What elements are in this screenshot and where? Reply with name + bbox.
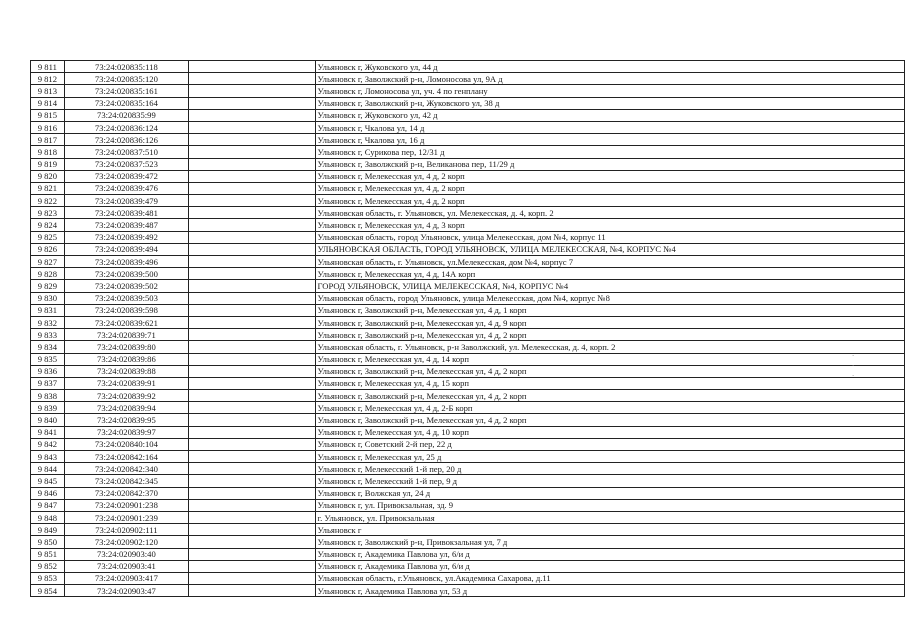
- table-row: [31, 475, 905, 487]
- row-number-cell: 9 832: [31, 316, 65, 328]
- table-row: [31, 451, 905, 463]
- address-cell: Ульяновск г, Мелекесская ул, 4 д, 2 корп: [315, 182, 904, 194]
- empty-cell: [189, 109, 315, 121]
- row-number-cell: 9 840: [31, 414, 65, 426]
- cadastral-number-cell: 73:24:020835:99: [64, 109, 188, 121]
- address-cell: Ульяновск г, Мелекесский 1-й пер, 9 д: [315, 475, 904, 487]
- row-number-cell: 9 838: [31, 390, 65, 402]
- cadastral-number-cell: 73:24:020839:481: [64, 207, 188, 219]
- empty-cell: [189, 414, 315, 426]
- table-row: [31, 487, 905, 499]
- address-cell: Ульяновск г, Заволжский р-н, Мелекесская ул, 4 д, 2 корп: [315, 414, 904, 426]
- empty-cell: [189, 353, 315, 365]
- cadastral-number-cell: 73:24:020837:523: [64, 158, 188, 170]
- table-row: [31, 402, 905, 414]
- address-cell: Ульяновск г, Заволжский р-н, Ломоносова ул, 9А д: [315, 73, 904, 85]
- cadastral-number-cell: 73:24:020901:238: [64, 499, 188, 511]
- cadastral-table: [30, 60, 905, 597]
- table-row: [31, 585, 905, 597]
- address-cell: г. Ульяновск, ул. Привокзальная: [315, 511, 904, 523]
- cadastral-number-cell: 73:24:020839:472: [64, 170, 188, 182]
- cadastral-number-cell: 73:24:020836:126: [64, 134, 188, 146]
- table-row: [31, 524, 905, 536]
- cadastral-number-cell: 73:24:020842:340: [64, 463, 188, 475]
- address-cell: Ульяновск г, Заволжский р-н, Мелекесская ул, 4 д, 2 корп: [315, 365, 904, 377]
- table-row: [31, 304, 905, 316]
- address-cell: Ульяновск г, Заволжский р-н, Мелекесская ул, 4 д, 2 корп: [315, 329, 904, 341]
- empty-cell: [189, 572, 315, 584]
- address-cell: Ульяновск г, ул. Привокзальная, зд. 9: [315, 499, 904, 511]
- cadastral-number-cell: 73:24:020839:86: [64, 353, 188, 365]
- empty-cell: [189, 524, 315, 536]
- row-number-cell: 9 834: [31, 341, 65, 353]
- empty-cell: [189, 219, 315, 231]
- row-number-cell: 9 844: [31, 463, 65, 475]
- empty-cell: [189, 85, 315, 97]
- row-number-cell: 9 833: [31, 329, 65, 341]
- cadastral-number-cell: 73:24:020839:94: [64, 402, 188, 414]
- table-row: [31, 426, 905, 438]
- empty-cell: [189, 560, 315, 572]
- empty-cell: [189, 280, 315, 292]
- row-number-cell: 9 849: [31, 524, 65, 536]
- table-row: [31, 243, 905, 255]
- table-row: [31, 170, 905, 182]
- row-number-cell: 9 816: [31, 121, 65, 133]
- table-row: [31, 134, 905, 146]
- address-cell: Ульяновск г, Мелекесский 1-й пер, 20 д: [315, 463, 904, 475]
- address-cell: Ульяновск г, Мелекесская ул, 4 д, 2 корп: [315, 170, 904, 182]
- empty-cell: [189, 499, 315, 511]
- empty-cell: [189, 158, 315, 170]
- margin-mark: .: [852, 370, 855, 378]
- table-row: [31, 61, 905, 73]
- address-cell: Ульяновск г, Чкалова ул, 14 д: [315, 121, 904, 133]
- row-number-cell: 9 815: [31, 109, 65, 121]
- address-cell: Ульяновск г, Академика Павлова ул, 6/и д: [315, 560, 904, 572]
- cadastral-number-cell: 73:24:020840:104: [64, 438, 188, 450]
- address-cell: ГОРОД УЛЬЯНОВСК, УЛИЦА МЕЛЕКЕССКАЯ, №4, КОРПУС №4: [315, 280, 904, 292]
- empty-cell: [189, 97, 315, 109]
- address-cell: Ульяновск г, Академика Павлова ул, 6/и д: [315, 548, 904, 560]
- address-cell: Ульяновская область, г. Ульяновск, ул. Мелекесская, д. 4, корп. 2: [315, 207, 904, 219]
- row-number-cell: 9 837: [31, 377, 65, 389]
- cadastral-number-cell: 73:24:020835:161: [64, 85, 188, 97]
- cadastral-number-cell: 73:24:020839:487: [64, 219, 188, 231]
- address-cell: Ульяновск г, Сурикова пер, 12/31 д: [315, 146, 904, 158]
- empty-cell: [189, 243, 315, 255]
- address-cell: Ульяновск г, Волжская ул, 24 д: [315, 487, 904, 499]
- address-cell: УЛЬЯНОВСКАЯ ОБЛАСТЬ, ГОРОД УЛЬЯНОВСК, УЛИЦА МЕЛЕКЕССКАЯ, №4, КОРПУС №4: [315, 243, 904, 255]
- empty-cell: [189, 426, 315, 438]
- cadastral-number-cell: 73:24:020903:417: [64, 572, 188, 584]
- table-row: [31, 121, 905, 133]
- row-number-cell: 9 820: [31, 170, 65, 182]
- address-cell: Ульяновск г, Советский 2-й пер, 22 д: [315, 438, 904, 450]
- table-row: [31, 377, 905, 389]
- empty-cell: [189, 73, 315, 85]
- empty-cell: [189, 377, 315, 389]
- row-number-cell: 9 828: [31, 268, 65, 280]
- cadastral-number-cell: 73:24:020835:120: [64, 73, 188, 85]
- address-cell: Ульяновск г, Заволжский р-н, Великанова пер, 11/29 д: [315, 158, 904, 170]
- row-number-cell: 9 839: [31, 402, 65, 414]
- row-number-cell: 9 852: [31, 560, 65, 572]
- empty-cell: [189, 268, 315, 280]
- row-number-cell: 9 836: [31, 365, 65, 377]
- cadastral-number-cell: 73:24:020839:500: [64, 268, 188, 280]
- table-row: [31, 572, 905, 584]
- row-number-cell: 9 854: [31, 585, 65, 597]
- empty-cell: [189, 341, 315, 353]
- cadastral-number-cell: 73:24:020839:80: [64, 341, 188, 353]
- cadastral-number-cell: 73:24:020835:118: [64, 61, 188, 73]
- row-number-cell: 9 812: [31, 73, 65, 85]
- empty-cell: [189, 207, 315, 219]
- table-row: [31, 109, 905, 121]
- cadastral-number-cell: 73:24:020903:47: [64, 585, 188, 597]
- row-number-cell: 9 847: [31, 499, 65, 511]
- empty-cell: [189, 146, 315, 158]
- empty-cell: [189, 487, 315, 499]
- address-cell: Ульяновск г, Жуковского ул, 44 д: [315, 61, 904, 73]
- empty-cell: [189, 451, 315, 463]
- table-row: [31, 329, 905, 341]
- row-number-cell: 9 841: [31, 426, 65, 438]
- table-row: [31, 390, 905, 402]
- row-number-cell: 9 825: [31, 231, 65, 243]
- row-number-cell: 9 819: [31, 158, 65, 170]
- cadastral-number-cell: 73:24:020902:111: [64, 524, 188, 536]
- empty-cell: [189, 475, 315, 487]
- cadastral-number-cell: 73:24:020839:598: [64, 304, 188, 316]
- cadastral-number-cell: 73:24:020839:492: [64, 231, 188, 243]
- row-number-cell: 9 823: [31, 207, 65, 219]
- address-cell: Ульяновск г, Чкалова ул, 16 д: [315, 134, 904, 146]
- empty-cell: [189, 182, 315, 194]
- address-cell: Ульяновская область, г.Ульяновск, ул.Академика Сахарова, д.11: [315, 572, 904, 584]
- row-number-cell: 9 821: [31, 182, 65, 194]
- cadastral-number-cell: 73:24:020901:239: [64, 511, 188, 523]
- row-number-cell: 9 850: [31, 536, 65, 548]
- empty-cell: [189, 536, 315, 548]
- table-row: [31, 438, 905, 450]
- empty-cell: [189, 195, 315, 207]
- address-cell: Ульяновская область, город Ульяновск, улица Мелекесская, дом №4, корпус 11: [315, 231, 904, 243]
- cadastral-number-cell: 73:24:020839:91: [64, 377, 188, 389]
- margin-mark: .: [852, 350, 855, 358]
- table-row: [31, 256, 905, 268]
- cadastral-number-cell: 73:24:020842:164: [64, 451, 188, 463]
- cadastral-number-cell: 73:24:020839:71: [64, 329, 188, 341]
- row-number-cell: 9 853: [31, 572, 65, 584]
- table-row: [31, 499, 905, 511]
- cadastral-number-cell: 73:24:020839:479: [64, 195, 188, 207]
- cadastral-number-cell: 73:24:020842:345: [64, 475, 188, 487]
- cadastral-number-cell: 73:24:020839:476: [64, 182, 188, 194]
- row-number-cell: 9 818: [31, 146, 65, 158]
- address-cell: Ульяновск г, Мелекесская ул, 4 д, 3 корп: [315, 219, 904, 231]
- address-cell: Ульяновск г, Заволжский р-н, Жуковского ул, 38 д: [315, 97, 904, 109]
- empty-cell: [189, 121, 315, 133]
- address-cell: Ульяновск г, Заволжский р-н, Мелекесская ул, 4 д, 1 корп: [315, 304, 904, 316]
- table-row: [31, 182, 905, 194]
- row-number-cell: 9 848: [31, 511, 65, 523]
- address-cell: Ульяновск г, Заволжский р-н, Привокзальная ул, 7 д: [315, 536, 904, 548]
- table-row: [31, 268, 905, 280]
- address-cell: Ульяновская область, г. Ульяновск, р-н Заволжский, ул. Мелекесская, д. 4, корп. 2: [315, 341, 904, 353]
- table-row: [31, 511, 905, 523]
- document-sheet: [30, 60, 905, 597]
- empty-cell: [189, 256, 315, 268]
- address-cell: Ульяновск г, Мелекесская ул, 4 д, 14 корп: [315, 353, 904, 365]
- table-row: [31, 341, 905, 353]
- cadastral-number-cell: 73:24:020839:496: [64, 256, 188, 268]
- empty-cell: [189, 329, 315, 341]
- table-row: [31, 414, 905, 426]
- empty-cell: [189, 463, 315, 475]
- table-row: [31, 73, 905, 85]
- row-number-cell: 9 814: [31, 97, 65, 109]
- row-number-cell: 9 835: [31, 353, 65, 365]
- table-row: [31, 219, 905, 231]
- cadastral-number-cell: 73:24:020839:95: [64, 414, 188, 426]
- table-row: [31, 316, 905, 328]
- table-row: [31, 353, 905, 365]
- empty-cell: [189, 438, 315, 450]
- empty-cell: [189, 134, 315, 146]
- table-row: [31, 158, 905, 170]
- address-cell: Ульяновск г, Заволжский р-н, Мелекесская ул, 4 д, 9 корп: [315, 316, 904, 328]
- table-row: [31, 97, 905, 109]
- address-cell: Ульяновск г, Мелекесская ул, 4 д, 10 корп: [315, 426, 904, 438]
- empty-cell: [189, 170, 315, 182]
- empty-cell: [189, 511, 315, 523]
- address-cell: Ульяновск г, Мелекесская ул, 4 д, 2 корп: [315, 195, 904, 207]
- empty-cell: [189, 292, 315, 304]
- row-number-cell: 9 811: [31, 61, 65, 73]
- cadastral-number-cell: 73:24:020836:124: [64, 121, 188, 133]
- table-row: [31, 146, 905, 158]
- cadastral-number-cell: 73:24:020839:621: [64, 316, 188, 328]
- address-cell: Ульяновская область, город Ульяновск, улица Мелекесская, дом №4, корпус №8: [315, 292, 904, 304]
- empty-cell: [189, 390, 315, 402]
- table-row: [31, 231, 905, 243]
- row-number-cell: 9 822: [31, 195, 65, 207]
- row-number-cell: 9 845: [31, 475, 65, 487]
- empty-cell: [189, 402, 315, 414]
- row-number-cell: 9 826: [31, 243, 65, 255]
- row-number-cell: 9 843: [31, 451, 65, 463]
- empty-cell: [189, 231, 315, 243]
- empty-cell: [189, 304, 315, 316]
- address-cell: Ульяновск г, Академика Павлова ул, 53 д: [315, 585, 904, 597]
- cadastral-number-cell: 73:24:020839:502: [64, 280, 188, 292]
- row-number-cell: 9 846: [31, 487, 65, 499]
- address-cell: Ульяновск г, Мелекесская ул, 4 д, 14А корп: [315, 268, 904, 280]
- table-row: [31, 280, 905, 292]
- cadastral-number-cell: 73:24:020839:88: [64, 365, 188, 377]
- empty-cell: [189, 316, 315, 328]
- table-row: [31, 195, 905, 207]
- table-row: [31, 463, 905, 475]
- cadastral-number-cell: 73:24:020903:41: [64, 560, 188, 572]
- empty-cell: [189, 365, 315, 377]
- cadastral-number-cell: 73:24:020842:370: [64, 487, 188, 499]
- cadastral-number-cell: 73:24:020835:164: [64, 97, 188, 109]
- row-number-cell: 9 831: [31, 304, 65, 316]
- empty-cell: [189, 585, 315, 597]
- row-number-cell: 9 830: [31, 292, 65, 304]
- address-cell: Ульяновск г: [315, 524, 904, 536]
- row-number-cell: 9 827: [31, 256, 65, 268]
- row-number-cell: 9 829: [31, 280, 65, 292]
- row-number-cell: 9 813: [31, 85, 65, 97]
- cadastral-number-cell: 73:24:020903:40: [64, 548, 188, 560]
- cadastral-number-cell: 73:24:020902:120: [64, 536, 188, 548]
- empty-cell: [189, 548, 315, 560]
- cadastral-number-cell: 73:24:020839:97: [64, 426, 188, 438]
- cadastral-number-cell: 73:24:020839:503: [64, 292, 188, 304]
- row-number-cell: 9 824: [31, 219, 65, 231]
- address-cell: Ульяновск г, Мелекесская ул, 25 д: [315, 451, 904, 463]
- empty-cell: [189, 61, 315, 73]
- table-row: [31, 207, 905, 219]
- table-row: [31, 560, 905, 572]
- row-number-cell: 9 817: [31, 134, 65, 146]
- row-number-cell: 9 851: [31, 548, 65, 560]
- cadastral-number-cell: 73:24:020837:510: [64, 146, 188, 158]
- table-row: [31, 365, 905, 377]
- address-cell: Ульяновск г, Ломоносова ул, уч. 4 по генплану: [315, 85, 904, 97]
- cadastral-number-cell: 73:24:020839:92: [64, 390, 188, 402]
- address-cell: Ульяновск г, Мелекесская ул, 4 д, 2-Б корп: [315, 402, 904, 414]
- margin-mark: .: [852, 360, 855, 368]
- address-cell: Ульяновская область, г. Ульяновск, ул.Мелекесская, дом №4, корпус 7: [315, 256, 904, 268]
- table-body: [31, 61, 905, 597]
- row-number-cell: 9 842: [31, 438, 65, 450]
- table-row: [31, 536, 905, 548]
- table-row: [31, 292, 905, 304]
- cadastral-number-cell: 73:24:020839:494: [64, 243, 188, 255]
- address-cell: Ульяновск г, Жуковского ул, 42 д: [315, 109, 904, 121]
- address-cell: Ульяновск г, Заволжский р-н, Мелекесская ул, 4 д, 2 корп: [315, 390, 904, 402]
- table-row: [31, 548, 905, 560]
- address-cell: Ульяновск г, Мелекесская ул, 4 д, 15 корп: [315, 377, 904, 389]
- table-row: [31, 85, 905, 97]
